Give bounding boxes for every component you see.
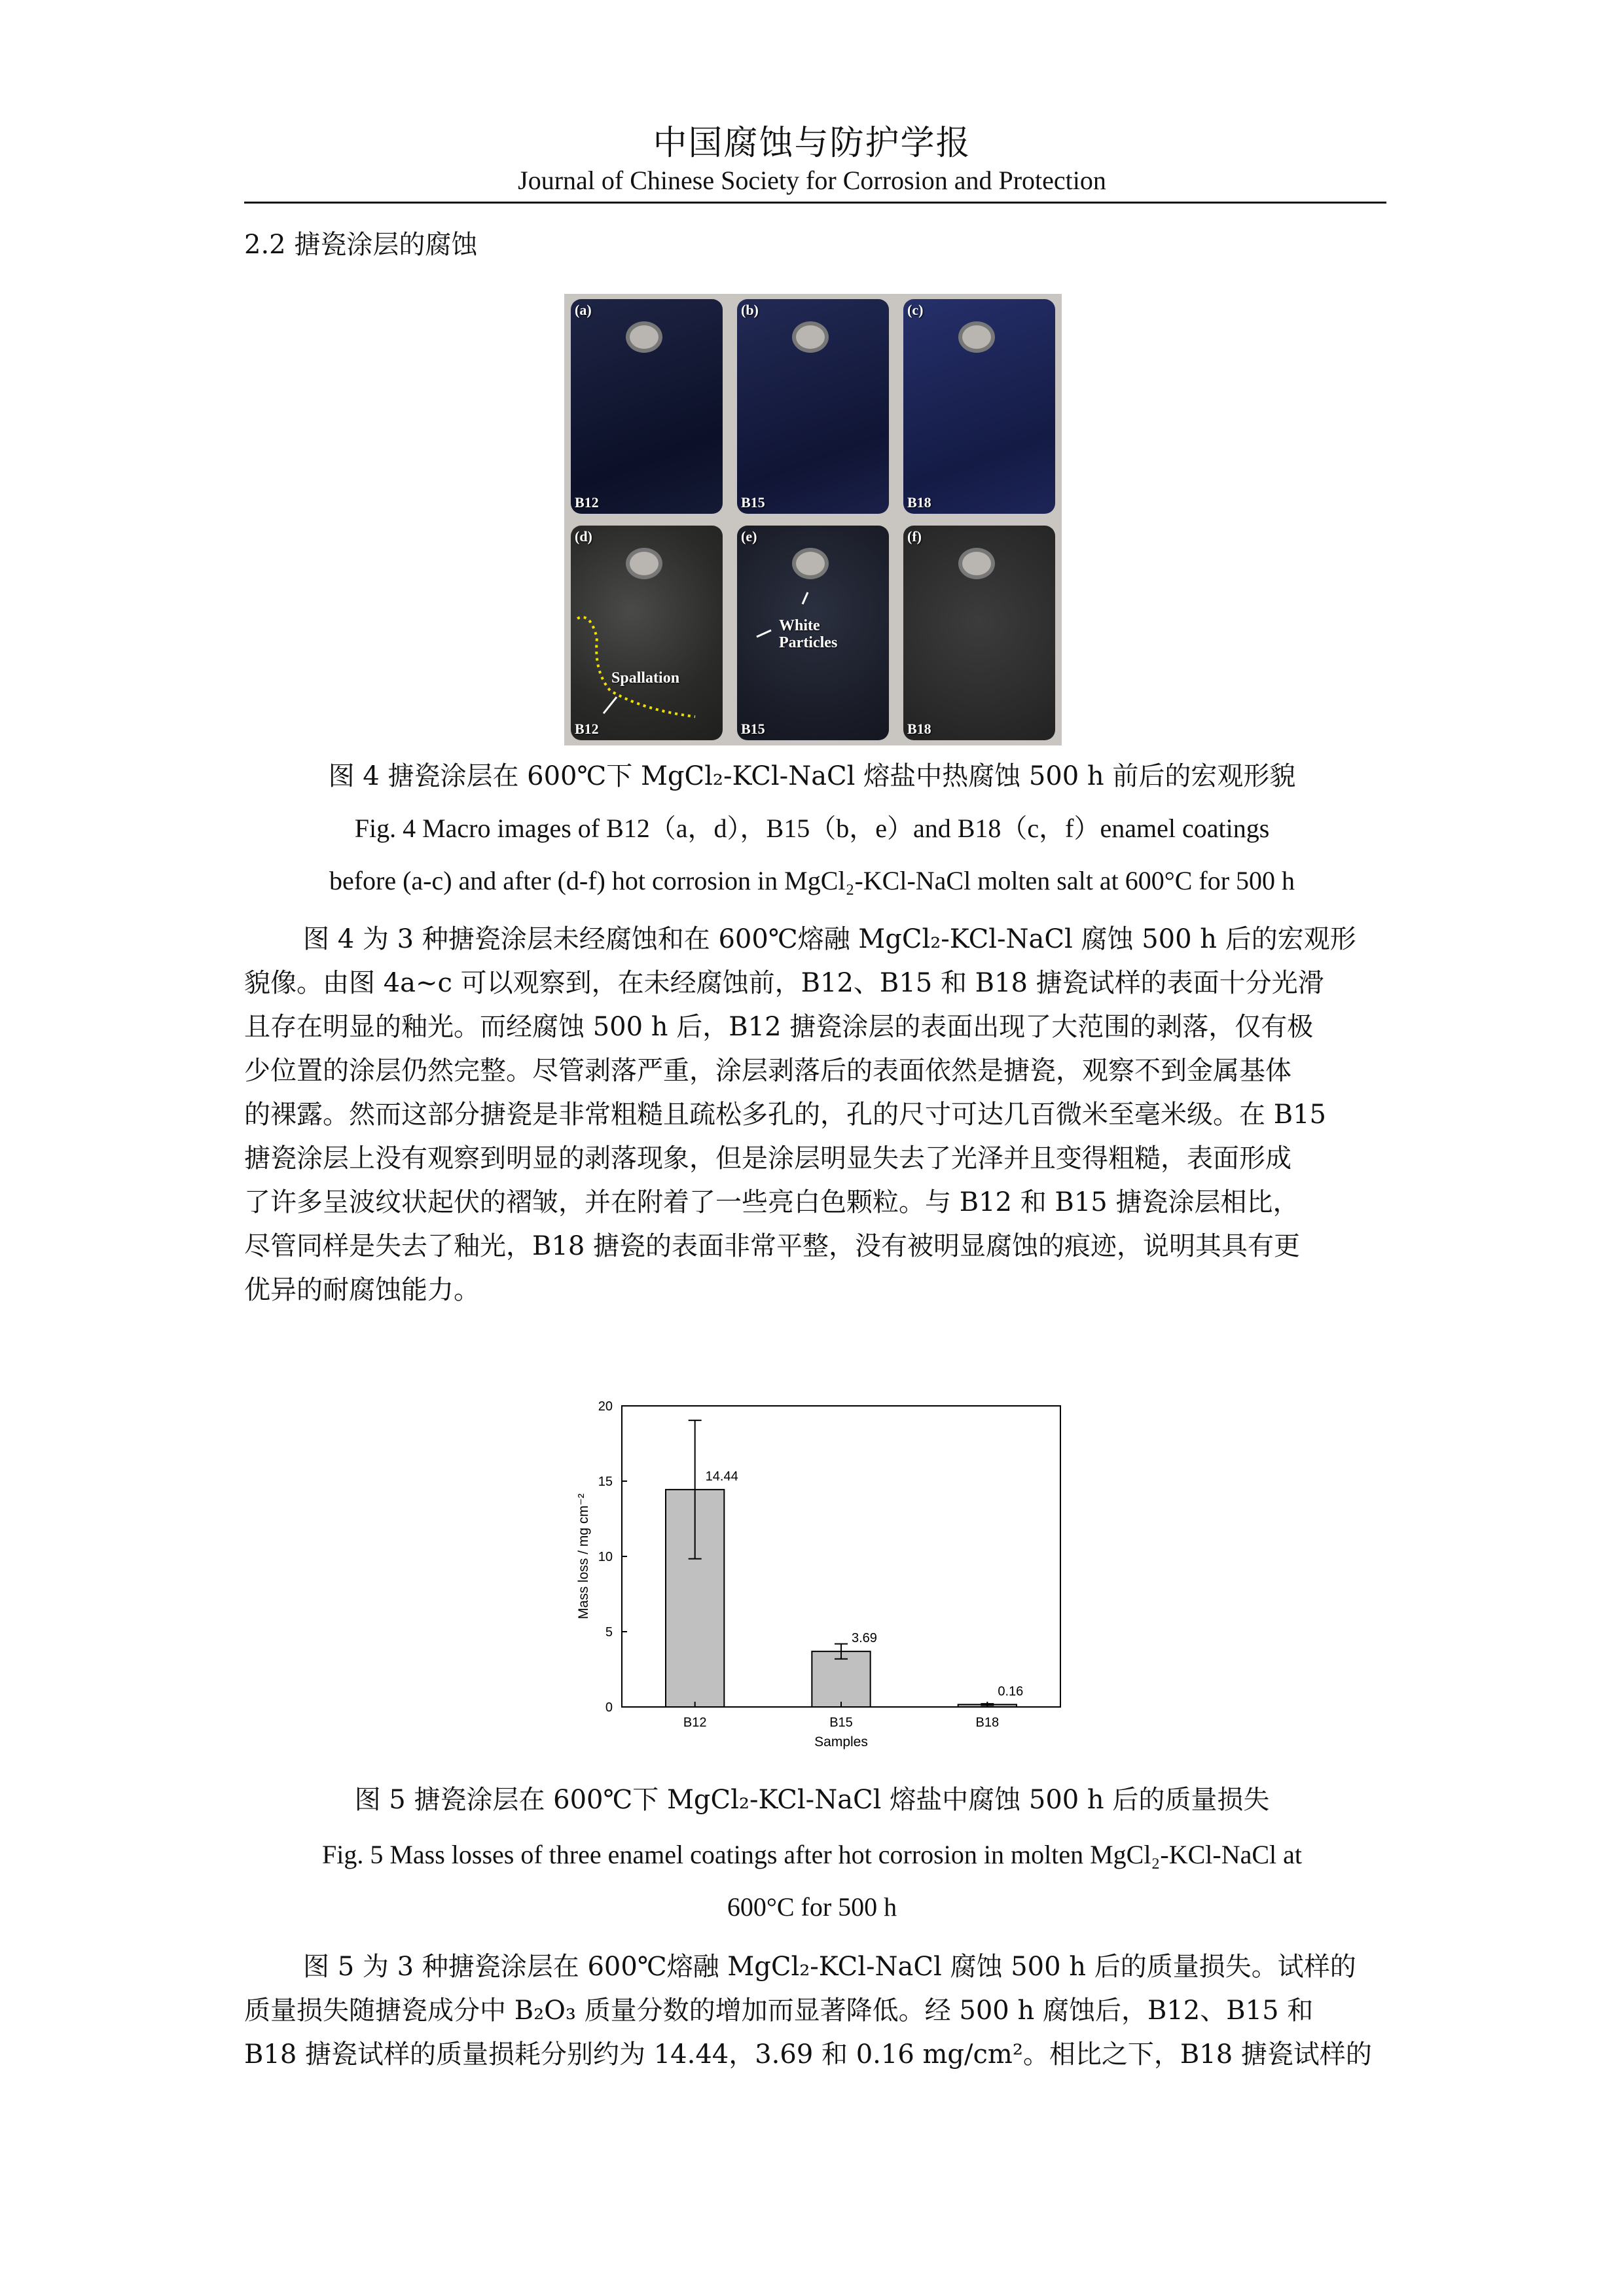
paragraph-line: 图 4 为 3 种搪瓷涂层未经腐蚀和在 600℃熔融 MgCl₂-KCl-NaCl 腐蚀 500 h 后的宏观形 (303, 924, 1356, 954)
sample-label: B12 (575, 494, 599, 511)
figure-4-caption-en-line2: before (a-c) and after (d-f) hot corrosion in MgCl₂-KCl-NaCl molten salt at 600°C for 500 h (329, 866, 1295, 895)
hanging-hole (626, 321, 662, 353)
photo-panel-b (731, 294, 895, 518)
y-tick-label: 5 (605, 1625, 613, 1640)
header-rule (244, 202, 1386, 204)
panel-letter: (b) (741, 302, 759, 318)
figure-5-caption-cn: 图 5 搪瓷涂层在 600℃下 MgCl₂-KCl-NaCl 熔盐中腐蚀 500 h 后的质量损失 (354, 1785, 1270, 1815)
hanging-hole (958, 548, 995, 579)
paragraph-line: 且存在明显的釉光。而经腐蚀 500 h 后，B12 搪瓷涂层的表面出现了大范围的剥落，仅有极 (244, 1012, 1314, 1042)
spallation-annotation: Spallation (611, 670, 680, 687)
paragraph-line: 图 5 为 3 种搪瓷涂层在 600℃熔融 MgCl₂-KCl-NaCl 腐蚀 500 h 后的质量损失。试样的 (303, 1952, 1356, 1982)
journal-title-cn: 中国腐蚀与防护学报 (653, 124, 971, 163)
white-particles-annotation-line2: Particles (779, 634, 838, 651)
panel-letter: (d) (575, 528, 592, 545)
photo-panel-e (731, 520, 895, 745)
paragraph-line: 质量损失随搪瓷成分中 B₂O₃ 质量分数的增加而显著降低。经 500 h 腐蚀后，B12、B15 和 (244, 1996, 1314, 2026)
y-axis-label: Mass loss / mg cm⁻² (576, 1494, 591, 1619)
photo-panel-a (564, 294, 729, 518)
paragraph-line: 优异的耐腐蚀能力。 (244, 1275, 480, 1305)
figure-5-caption-en-line1: Fig. 5 Mass losses of three enamel coatings after hot corrosion in molten MgCl₂-KCl-NaCl at (321, 1840, 1302, 1869)
panel-letter: (a) (575, 302, 592, 318)
paragraph-line: 貌像。由图 4a~c 可以观察到，在未经腐蚀前，B12、B15 和 B18 搪瓷试样的表面十分光滑 (244, 968, 1324, 998)
y-tick-label: 0 (605, 1700, 613, 1715)
x-tick-label: B18 (975, 1715, 1000, 1730)
photo-panel-f (897, 520, 1062, 745)
bar-b15 (812, 1651, 870, 1707)
white-particles-annotation-line1: White (779, 617, 820, 634)
figure-5-caption-en-line2: 600°C for 500 h (727, 1892, 897, 1922)
figure-4-caption-en-line1: Fig. 4 Macro images of B12（a，d），B15（b，e）and B18（c，f）enamel coatings (354, 814, 1270, 843)
spallation-outline (564, 520, 729, 745)
paragraph-line: 的裸露。然而这部分搪瓷是非常粗糙且疏松多孔的，孔的尺寸可达几百微米至毫米级。在 B15 (244, 1100, 1327, 1130)
section-heading: 2.2 搪瓷涂层的腐蚀 (244, 230, 478, 260)
body-paragraph-1 (244, 918, 1386, 1312)
panel-letter: (e) (741, 528, 757, 545)
sample-label: B12 (575, 721, 599, 737)
figure-5-bar-chart (563, 1393, 1087, 1766)
sample-label: B15 (741, 494, 765, 511)
photo-panel-d (564, 520, 729, 745)
data-label: 3.69 (852, 1631, 877, 1646)
paragraph-line: 尽管同样是失去了釉光，B18 搪瓷的表面非常平整，没有被明显腐蚀的痕迹，说明其具有更 (244, 1231, 1301, 1261)
journal-title-en: Journal of Chinese Society for Corrosion and Protection (518, 166, 1106, 195)
figure-4-photo-grid (564, 294, 1062, 745)
sample-label: B18 (907, 494, 931, 511)
paragraph-line: 少位置的涂层仍然完整。尽管剥落严重，涂层剥落后的表面依然是搪瓷，观察不到金属基体 (244, 1056, 1291, 1086)
x-axis-label: Samples (814, 1734, 868, 1749)
panel-letter: (c) (907, 302, 924, 318)
panel-letter: (f) (907, 528, 922, 545)
paragraph-line: B18 搪瓷试样的质量损耗分别约为 14.44，3.69 和 0.16 mg/cm²。相比之下，B18 搪瓷试样的 (244, 2039, 1372, 2070)
y-tick-label: 10 (598, 1550, 613, 1564)
paragraph-line: 了许多呈波纹状起伏的褶皱，并在附着了一些亮白色颗粒。与 B12 和 B15 搪瓷涂层相比， (244, 1187, 1299, 1217)
x-tick-label: B12 (683, 1715, 707, 1730)
body-paragraph-2 (244, 1945, 1386, 2077)
photo-panel-c (897, 294, 1062, 518)
y-tick-label: 15 (598, 1475, 613, 1489)
data-label: 0.16 (998, 1684, 1024, 1699)
sample-label: B18 (907, 721, 931, 737)
paragraph-line: 搪瓷涂层上没有观察到明显的剥落现象，但是涂层明显失去了光泽并且变得粗糙，表面形成 (244, 1143, 1291, 1174)
sample-label: B15 (741, 721, 765, 737)
hanging-hole (958, 321, 995, 353)
figure-4-caption-cn: 图 4 搪瓷涂层在 600℃下 MgCl₂-KCl-NaCl 熔盐中热腐蚀 500 h 前后的宏观形貌 (328, 761, 1296, 791)
data-label: 14.44 (705, 1469, 738, 1484)
x-tick-label: B15 (829, 1715, 853, 1730)
y-tick-label: 20 (598, 1399, 613, 1414)
hanging-hole (792, 321, 829, 353)
